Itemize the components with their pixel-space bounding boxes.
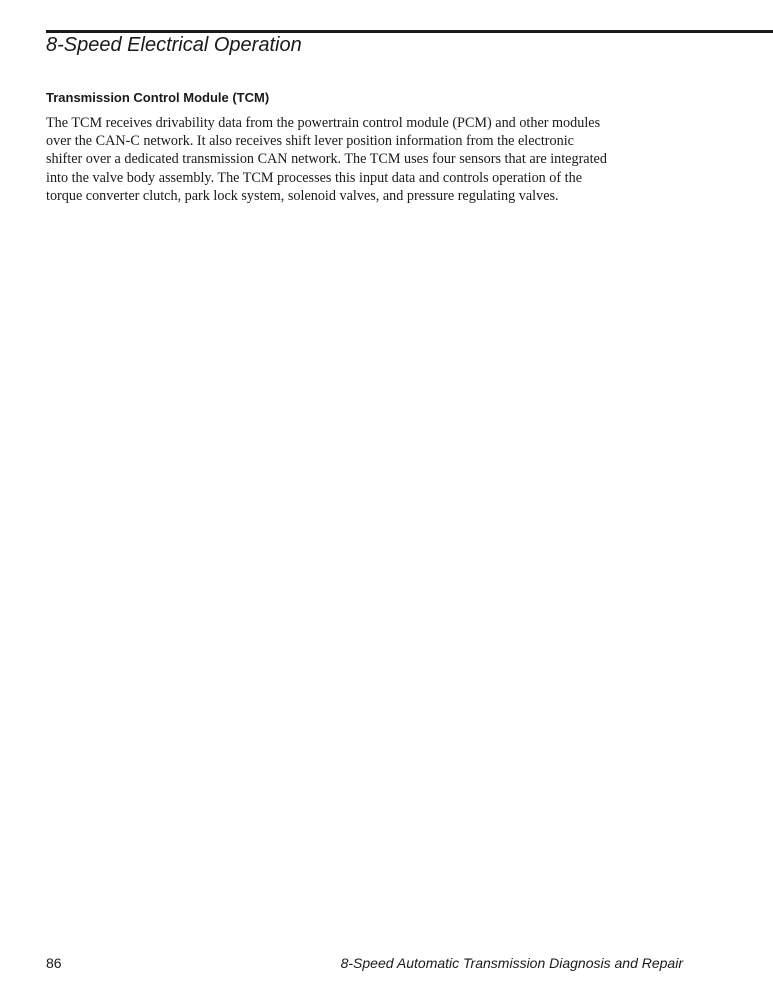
book-title: 8-Speed Automatic Transmission Diagnosis and Repair: [340, 955, 683, 971]
paragraph-line: over the CAN-C network. It also receives shift lever position information from the electronic: [46, 133, 574, 150]
paragraph-line: into the valve body assembly. The TCM processes this input data and controls operation of the: [46, 169, 582, 186]
paragraph-line: torque converter clutch, park lock system, solenoid valves, and pressure regulating valves.: [46, 187, 559, 204]
page-number: 86: [46, 955, 62, 971]
section-heading: Transmission Control Module (TCM): [46, 90, 270, 105]
body-paragraph: [46, 114, 706, 205]
chapter-title: 8-Speed Electrical Operation: [46, 34, 302, 56]
paragraph-line: The TCM receives drivability data from the powertrain control module (PCM) and other modules: [46, 115, 601, 131]
paragraph-line: shifter over a dedicated transmission CAN network. The TCM uses four sensors that are integrated: [46, 151, 607, 168]
